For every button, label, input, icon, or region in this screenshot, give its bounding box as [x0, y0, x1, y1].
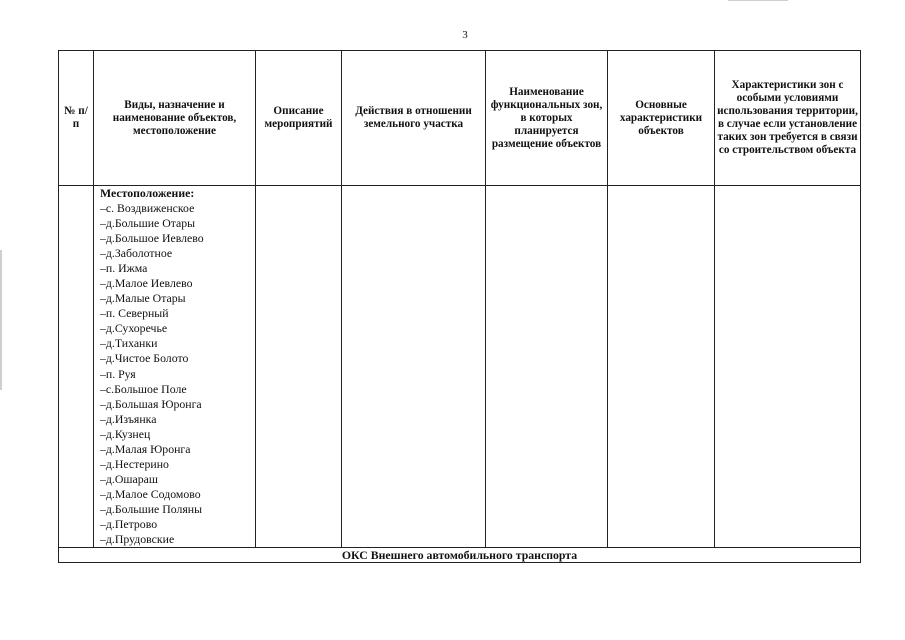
list-item: –п. Ижма — [100, 261, 148, 276]
list-item: –д.Большая Юронга — [100, 396, 202, 411]
list-item: –с.Большое Поле — [100, 381, 187, 396]
cell-functional-zones — [486, 186, 608, 548]
list-item: –п. Северный — [100, 306, 169, 321]
cell-location — [94, 186, 256, 548]
list-item: –д.Малая Юронга — [100, 441, 191, 456]
cell-measures — [256, 186, 342, 548]
list-item: –п. Руя — [100, 366, 136, 381]
cell-number — [59, 186, 94, 548]
header-object-types: Виды, назначение и наименование объектов, местоположение — [94, 51, 256, 186]
list-item: –д.Чистое Болото — [100, 351, 189, 366]
scan-edge-mark — [0, 250, 2, 390]
list-item: –д.Прудовские — [100, 532, 175, 547]
header-functional-zones: Наименование функциональных зон, в которых планируется размещение объектов — [486, 51, 608, 186]
list-item: –д.Нестерино — [100, 456, 169, 471]
list-item: –д.Заболотное — [100, 246, 173, 261]
section-title: ОКС Внешнего автомобильного транспорта — [59, 548, 861, 563]
list-item: –д.Тиханки — [100, 336, 158, 351]
section-header-row — [59, 548, 861, 563]
page-number: 3 — [462, 29, 468, 41]
list-item: –д.Кузнец — [100, 426, 151, 441]
header-measures-description: Описание мероприятий — [256, 51, 342, 186]
list-item: –с. Воздвиженское — [100, 201, 195, 215]
list-item: –д.Большие Поляны — [100, 501, 203, 516]
list-item: –д.Петрово — [100, 516, 158, 531]
location-list — [96, 201, 253, 547]
list-item: –д.Ошараш — [100, 471, 158, 486]
list-item: –д.Малое Содомово — [100, 486, 201, 501]
list-item: –д.Изъянка — [100, 411, 157, 426]
list-item: –д.Большое Иевлево — [100, 231, 204, 246]
cell-characteristics — [608, 186, 715, 548]
header-land-actions: Действия в отношении земельного участка — [342, 51, 486, 186]
list-item: –д.Малое Иевлево — [100, 276, 193, 291]
header-special-zones: Характеристики зон с особыми условиями использования территории, в случае если установление таких зон требуется в связи со строительством объекта — [715, 51, 861, 186]
header-number: № п/п — [59, 51, 94, 186]
location-heading: Местоположение: — [100, 186, 195, 200]
list-item: –д.Большие Отары — [100, 216, 196, 231]
header-row — [59, 51, 861, 186]
header-main-characteristics: Основные характеристики объектов — [608, 51, 715, 186]
list-item: –д.Сухоречье — [100, 321, 168, 336]
cell-land-actions — [342, 186, 486, 548]
table-row — [59, 186, 861, 548]
scan-edge-mark — [728, 0, 788, 1]
objects-table — [58, 50, 861, 563]
list-item: –д.Малые Отары — [100, 291, 186, 306]
cell-special-zones — [715, 186, 861, 548]
